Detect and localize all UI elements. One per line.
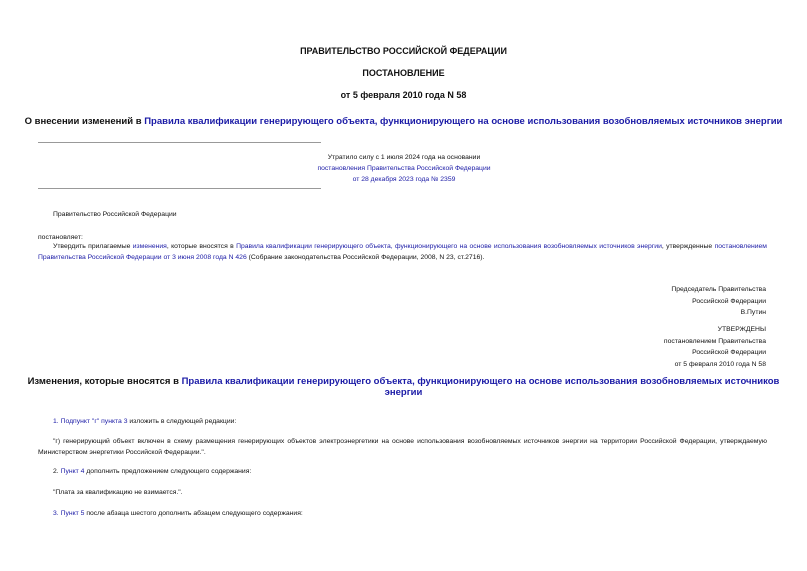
item-2: [53, 467, 251, 478]
p1-text-a: Утвердить прилагаемые: [53, 243, 133, 250]
changes-link[interactable]: изменения: [132, 243, 167, 250]
rules-link[interactable]: Правила квалификации генерирующего объекта, функционирующего на основе использования возобновляемых источников энергии: [144, 116, 783, 127]
item-3-text: после абзаца шестого дополнить абзацем следующего содержания:: [84, 510, 303, 517]
p1-text-c: , утвержденные: [661, 243, 715, 250]
resolves-text: постановляет:: [38, 234, 83, 241]
signature-line2: Российской Федерации: [692, 297, 766, 305]
item-3-link[interactable]: Пункт 5: [60, 510, 85, 517]
approved-block: [664, 324, 766, 370]
item-3-number: 3.: [53, 510, 61, 517]
divider-bottom: [38, 188, 321, 189]
item-2-number: 2.: [53, 468, 61, 475]
approved-line4: от 5 февраля 2010 года N 58: [674, 360, 766, 368]
doc-type-heading: ПОСТАНОВЛЕНИЕ: [362, 68, 445, 78]
signature-line1: Председатель Правительства: [671, 286, 766, 293]
item-2-quote: "Плата за квалификацию не взимается.".: [53, 489, 183, 496]
p1-text-b: , которые вносятся в: [166, 243, 237, 250]
issuer-text: Правительство Российской Федерации: [53, 211, 177, 218]
repeal-link-line2[interactable]: от 28 декабря 2023 года № 2359: [352, 176, 456, 183]
changes-rules-link[interactable]: Правила квалификации генерирующего объекта, функционирующего на основе использования возобновляемых источников: [181, 376, 780, 387]
resolution-paragraph: [38, 242, 767, 263]
approved-line2: постановлением Правительства: [663, 337, 766, 345]
document-title: [0, 116, 807, 127]
changes-title-prefix: Изменения, которые вносятся в: [27, 376, 182, 387]
rules-link-2[interactable]: Правила квалификации генерирующего объекта, функционирующего на основе использования возобновляемых источников энергии: [236, 243, 662, 250]
status-note-line1: Утратило силу с 1 июля 2024 года на основании: [327, 154, 481, 161]
signature-block: [671, 284, 766, 319]
status-note: [224, 152, 584, 185]
p1-text-d: (Собрание законодательства Российской Федерации, 2008, N 23, ст.2716).: [246, 253, 485, 261]
item-1: [53, 417, 236, 428]
approved-line1: УТВЕРЖДЕНЫ: [717, 326, 766, 333]
divider-top: [38, 142, 321, 143]
item-2-text: дополнить предложением следующего содержания:: [84, 468, 252, 475]
item-1-number: 1.: [53, 418, 61, 425]
government-heading: ПРАВИТЕЛЬСТВО РОССИЙСКОЙ ФЕДЕРАЦИИ: [300, 46, 507, 56]
item-2-link[interactable]: Пункт 4: [60, 468, 85, 475]
item-1-quote: "г) генерирующий объект включен в схему размещения генерирующих объектов электроэнергетики на основе использования возобновляемых источников энергии на территории Российской Федерации, утверждаемую Министерством энергетики Российской Федерации.".: [38, 438, 767, 456]
changes-rules-link-cont[interactable]: энергии: [384, 387, 423, 398]
approved-line3: Российской Федерации: [692, 349, 766, 356]
doc-date-number: от 5 февраля 2010 года N 58: [340, 90, 467, 100]
item-1-text: изложить в следующей редакции:: [127, 418, 237, 425]
resolution-426-link[interactable]: постановлением Правительства Российской Федерации от 3 июня 2008 года N 426: [38, 243, 767, 261]
document-title-prefix: О внесении изменений в: [24, 116, 145, 127]
signature-name: В.Путин: [740, 309, 766, 316]
changes-title: [0, 376, 807, 398]
item-3: [53, 509, 303, 520]
repeal-link-line1[interactable]: постановления Правительства Российской Федерации: [317, 165, 491, 172]
item-1-link[interactable]: Подпункт "г" пункта 3: [60, 418, 128, 425]
